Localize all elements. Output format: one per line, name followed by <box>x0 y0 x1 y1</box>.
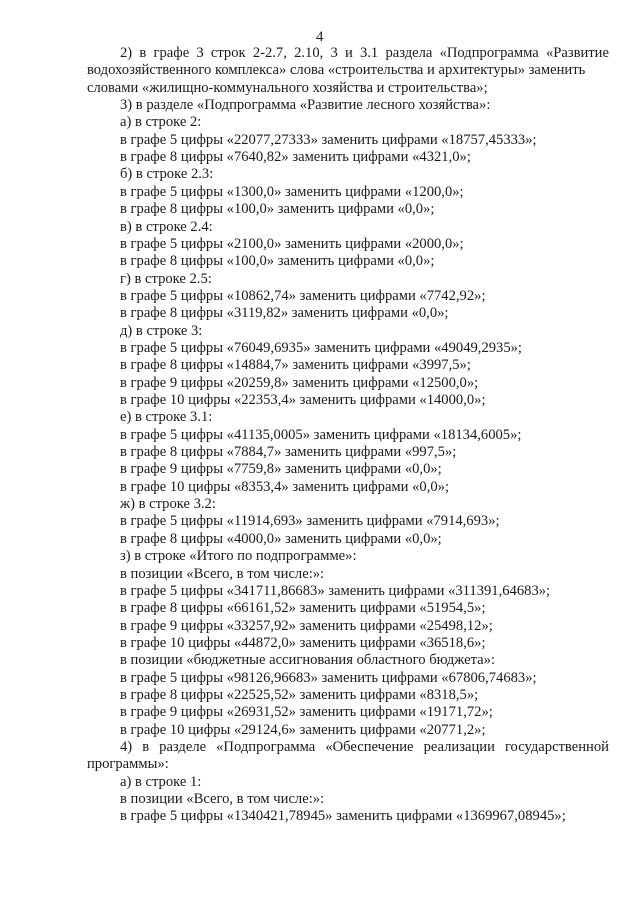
text-line: в графе 8 цифры «100,0» заменить цифрами «0,0»; <box>120 201 435 218</box>
text-word: государственной <box>504 739 609 755</box>
text-line: з) в строке «Итого по подпрограмме»: <box>120 548 357 565</box>
page-number: 4 <box>316 29 324 45</box>
text-word: «Подпрограмма <box>439 45 539 61</box>
text-word: 3 <box>330 45 338 61</box>
text-line: в графе 5 цифры «76049,6935» заменить цифрами «49049,2935»; <box>120 339 522 356</box>
text-line: в графе 5 цифры «41135,0005» заменить цифрами «18134,6005»; <box>120 426 522 443</box>
text-line: а) в строке 1: <box>120 773 202 790</box>
text-word: графе <box>153 45 190 61</box>
text-line: в позиции «Всего, в том числе:»: <box>120 791 325 808</box>
text-word: строк <box>210 45 246 61</box>
text-line: в графе 8 цифры «4000,0» заменить цифрами «0,0»; <box>120 530 442 547</box>
text-line: в графе 5 цифры «341711,86683» заменить цифрами «311391,64683»; <box>120 582 551 599</box>
text-line: в графе 9 цифры «20259,8» заменить цифрами «12500,0»; <box>120 374 479 391</box>
text-line: в позиции «Всего, в том числе:»: <box>120 565 325 582</box>
text-line: в графе 9 цифры «33257,92» заменить цифрами «25498,12»; <box>120 617 493 634</box>
text-line: 3) в разделе «Подпрограмма «Развитие лесного хозяйства»: <box>120 97 491 114</box>
text-line <box>120 739 609 756</box>
text-word: 2.10, <box>294 45 324 61</box>
text-word: 4) <box>120 739 133 755</box>
text-word: раздела <box>385 45 433 61</box>
text-word: реализации <box>423 739 495 755</box>
text-line: водохозяйственного комплекса» слова «строительства и архитектуры» заменить <box>87 62 586 79</box>
text-line: в графе 9 цифры «7759,8» заменить цифрами «0,0»; <box>120 461 442 478</box>
text-line: в графе 10 цифры «22353,4» заменить цифрами «14000,0»; <box>120 392 486 408</box>
text-line: г) в строке 2.5: <box>120 270 212 287</box>
text-word: «Развитие <box>545 45 609 61</box>
text-line: а) в строке 2: <box>120 114 202 131</box>
text-line: б) в строке 2.3: <box>120 166 214 183</box>
text-word: 2-2.7, <box>252 45 287 61</box>
text-line <box>120 45 609 62</box>
text-line: в графе 9 цифры «26931,52» заменить цифрами «19171,72»; <box>120 704 493 721</box>
text-line: в графе 5 цифры «10862,74» заменить цифрами «7742,92»; <box>120 287 486 304</box>
text-word: в <box>139 45 147 61</box>
text-line: в графе 8 цифры «22525,52» заменить цифрами «8318,5»; <box>120 686 479 703</box>
text-word: в <box>142 739 150 755</box>
text-line: д) в строке 3: <box>120 322 203 339</box>
text-line: е) в строке 3.1: <box>120 409 213 426</box>
text-line: программы»: <box>87 756 169 773</box>
text-line: в графе 10 цифры «29124,6» заменить цифрами «20771,2»; <box>120 721 486 738</box>
text-word: 3.1 <box>359 45 379 61</box>
text-line: в графе 5 цифры «22077,27333» заменить цифрами «18757,45333»; <box>120 131 537 148</box>
text-word: 3 <box>196 45 204 61</box>
text-line: в графе 5 цифры «98126,96683» заменить цифрами «67806,74683»; <box>120 669 537 686</box>
text-line: в графе 10 цифры «8353,4» заменить цифрами «0,0»; <box>120 478 450 495</box>
text-line: в графе 5 цифры «1300,0» заменить цифрами «1200,0»; <box>120 183 464 200</box>
text-word: разделе <box>159 739 207 755</box>
text-line: в) в строке 2.4: <box>120 218 213 235</box>
text-line: в графе 8 цифры «14884,7» заменить цифрами «3997,5»; <box>120 357 471 374</box>
text-line: в графе 5 цифры «11914,693» заменить цифрами «7914,693»; <box>120 513 500 530</box>
text-line: в графе 8 цифры «66161,52» заменить цифрами «51954,5»; <box>120 600 486 617</box>
text-line: в графе 8 цифры «3119,82» заменить цифрами «0,0»; <box>120 305 449 322</box>
text-line: в графе 8 цифры «7884,7» заменить цифрами «997,5»; <box>120 444 457 461</box>
text-line: ж) в строке 3.2: <box>120 496 216 513</box>
text-word: 2) <box>120 45 133 61</box>
text-word: «Подпрограмма <box>216 739 316 755</box>
text-line: в графе 5 цифры «1340421,78945» заменить цифрами «1369967,08945»; <box>120 808 566 825</box>
text-line: словами «жилищно-коммунального хозяйства и строительства»; <box>87 79 488 96</box>
text-line: в графе 8 цифры «100,0» заменить цифрами «0,0»; <box>120 253 435 270</box>
text-line: в графе 5 цифры «2100,0» заменить цифрами «2000,0»; <box>120 235 464 252</box>
text-word: и <box>344 45 353 61</box>
text-line: в графе 8 цифры «7640,82» заменить цифрами «4321,0»; <box>120 149 471 166</box>
text-word: «Обеспечение <box>325 739 414 755</box>
text-line: в графе 10 цифры «44872,0» заменить цифрами «36518,6»; <box>120 634 486 651</box>
text-line: в позиции «бюджетные ассигнования областного бюджета»: <box>120 652 495 669</box>
